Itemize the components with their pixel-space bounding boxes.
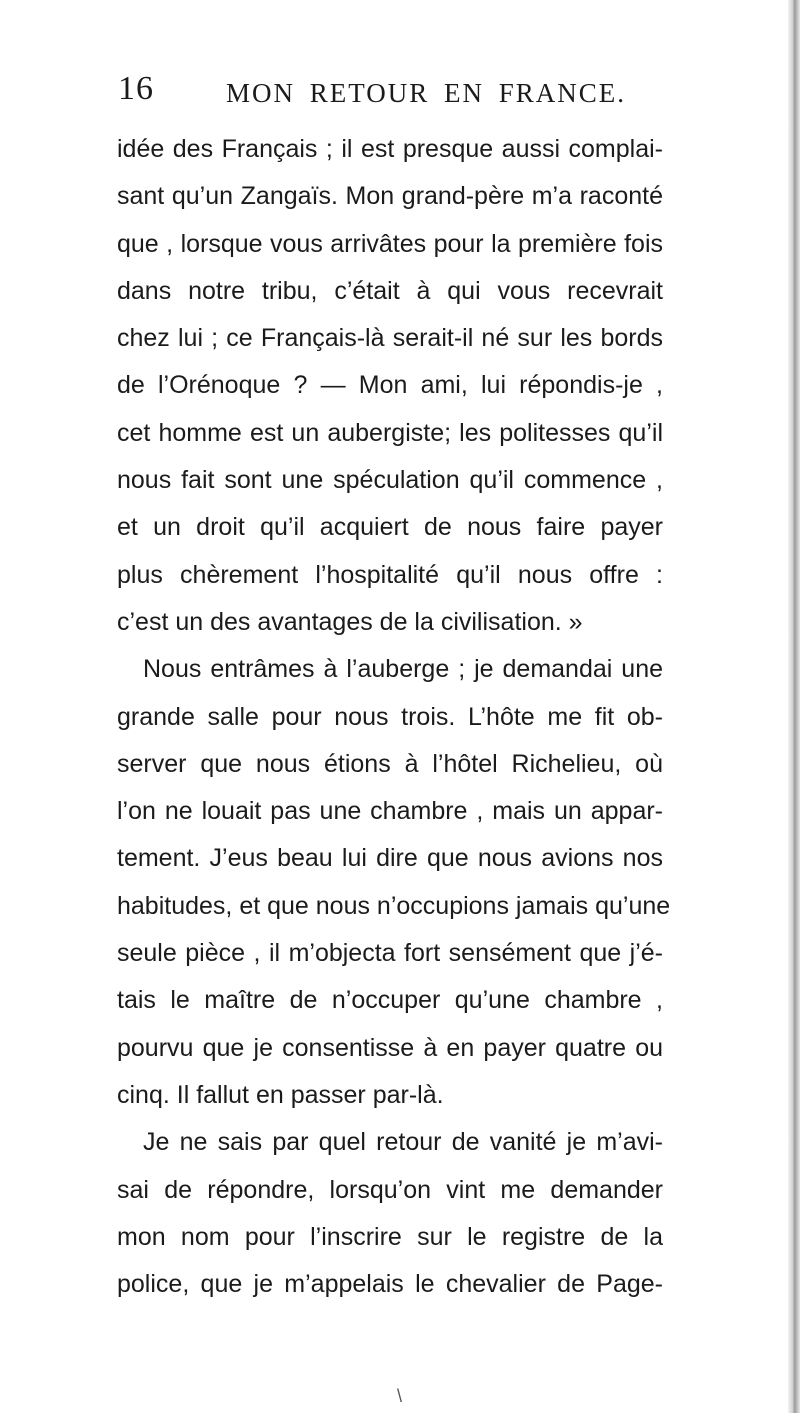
text-line: server que nous étions à l’hôtel Richelieu, où (117, 749, 663, 778)
page-number: 16 (118, 70, 154, 107)
page-header (118, 70, 638, 120)
text-line: chez lui ; ce Français-là serait-il né sur les bords (117, 324, 663, 353)
text-line: pourvu que je consentisse à en payer quatre ou (117, 1033, 663, 1062)
text-line: tais le maître de n’occuper qu’une chambre , (117, 986, 663, 1015)
paragraph-start-line: Je ne sais par quel retour de vanité je m’avi- (143, 1128, 663, 1157)
text-line: police, que je m’appelais le chevalier de Page- (117, 1270, 663, 1299)
page-edge (788, 0, 800, 1413)
text-line: plus chèrement l’hospitalité qu’il nous offre : (117, 560, 663, 589)
text-line: cet homme est un aubergiste; les politesses qu’il (117, 418, 663, 447)
text-line: c’est un des avantages de la civilisation. » (117, 607, 583, 636)
text-line: et un droit qu’il acquiert de nous faire payer (117, 513, 663, 542)
text-line: cinq. Il fallut en passer par-là. (117, 1080, 444, 1109)
text-line: que , lorsque vous arrivâtes pour la première fois (117, 229, 663, 258)
paragraph-start-line: Nous entrâmes à l’auberge ; je demandai une (143, 655, 663, 684)
text-line: l’on ne louait pas une chambre , mais un appar- (117, 797, 663, 826)
text-line: tement. J’eus beau lui dire que nous avions nos (117, 844, 663, 873)
body-text (117, 126, 671, 1308)
text-line: habitudes, et que nous n’occupions jamais qu’une (117, 891, 671, 920)
text-line: dans notre tribu, c’était à qui vous recevrait (117, 276, 663, 305)
text-line: nous fait sont une spéculation qu’il commence , (117, 466, 663, 495)
text-line: grande salle pour nous trois. L’hôte me fit ob- (117, 702, 663, 731)
stray-mark: \ (397, 1386, 403, 1406)
running-title: MON RETOUR EN FRANCE. (226, 78, 627, 108)
text-line: seule pièce , il m’objecta fort sensément que j’é- (117, 939, 663, 968)
text-line: idée des Français ; il est presque aussi complai- (117, 135, 663, 163)
text-line: de l’Orénoque ? — Mon ami, lui répondis-je , (117, 371, 663, 400)
text-line: sai de répondre, lorsqu’on vint me demander (117, 1175, 663, 1204)
text-line: sant qu’un Zangaïs. Mon grand-père m’a raconté (117, 182, 663, 211)
text-line: mon nom pour l’inscrire sur le registre de la (117, 1222, 663, 1251)
